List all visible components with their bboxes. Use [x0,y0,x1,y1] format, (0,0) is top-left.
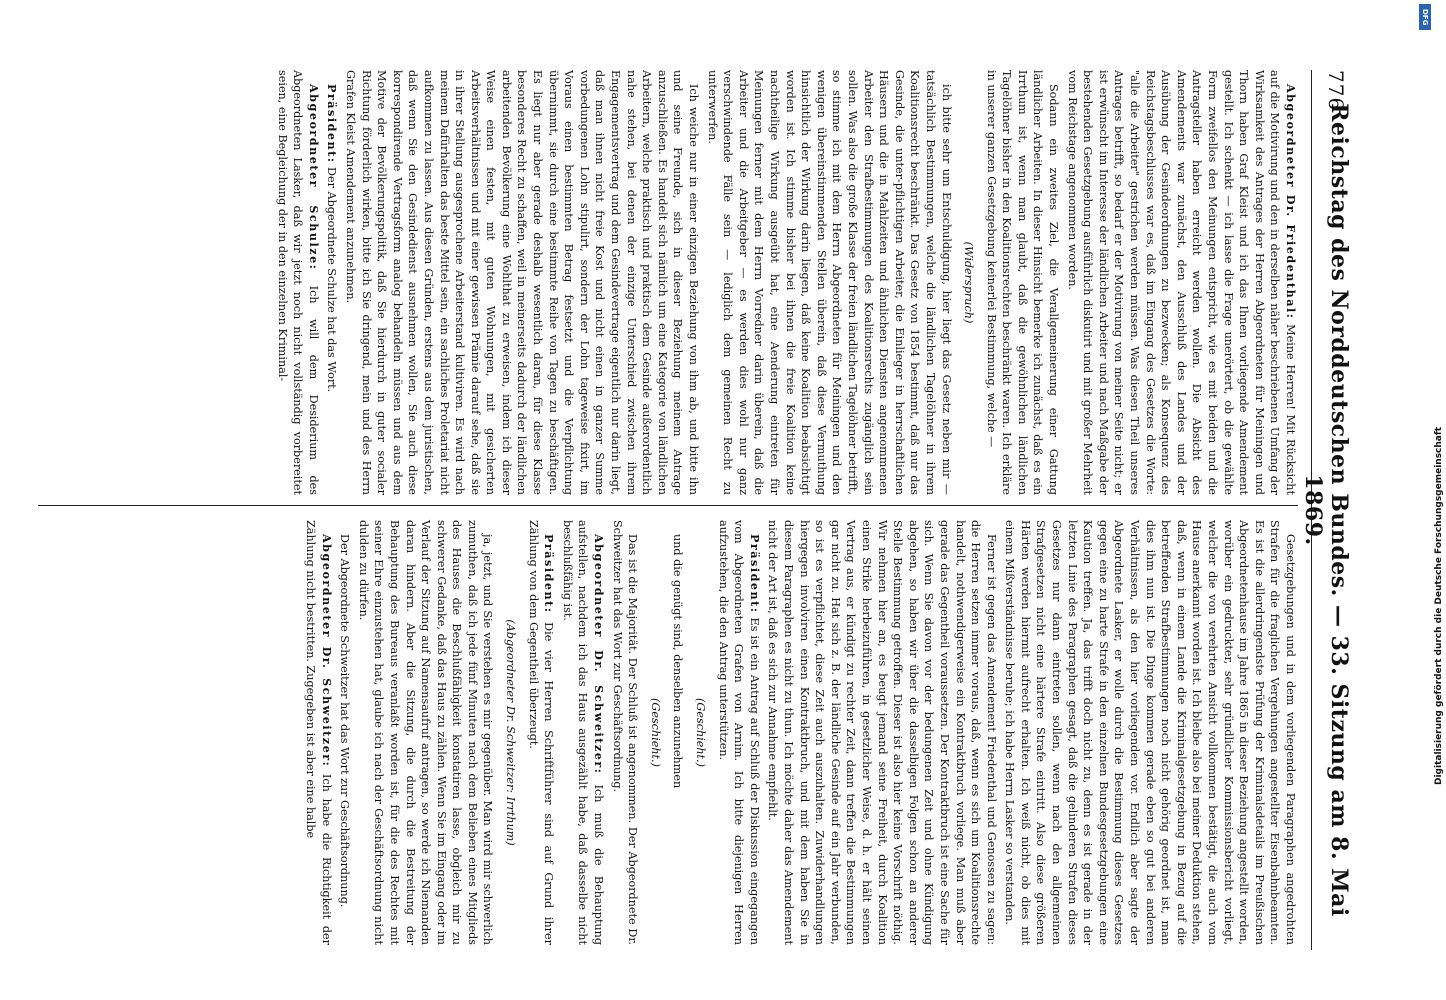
dfg-logo: DFG [1419,4,1431,30]
paragraph [609,520,640,945]
paragraph-text: Der Abgeordnete Schweitzer hat das Wort zur Geschäftsordnung. [338,534,352,908]
paragraph [983,70,1061,495]
paragraph-text: Meine Herren! Mit Rücksicht auf die Motivirung und den in derselben näher beschriebenen Umfang der Wirksamkeit des Antrages der Herren Abgeordneten für Meiningen und Thorn haben Graf Kleist und ich das Ihnen vorliegende Amendement gestellt. Ich schenkt — ich lasse die Frage unerörtert, ob die gewählte Form zweifellos den Meinungen entspricht, wie es mit beiden und die Antragsteller haben erreicht werden wollen. Die Absicht des Amendements war zunächst, den Ausschluß des Landes und der Ausübung der Gesindeordnungen zu bezwecken; als Konsequenz des Reichstagsbeschlusses war es, daß im Eingang des Gesetzes die Worte: "alle die Arbeiter" gestrichen werden müssen. Was diesen Theil unseres Antrages betrifft, so bedarf er der Motivirung von meiner Seite nicht; er ist erwünscht im Interesse der ländlichen Arbeiter und nach Maßgabe der bestehenden Gesetzgebung ausführlich diskutirt und mit großer Mehrheit vom Reichstage angenommen worden. [1065,70,1297,495]
paragraph [342,70,701,495]
speaker-name: Abgeordneter Dr. Friedenthal: [1284,84,1298,320]
stage-direction: (Geschieht.) [694,698,708,767]
paragraph [715,520,762,945]
paragraph [670,520,686,945]
paragraph-text: Ich will dem Desiderium des Abgeordneten Lasker, daß wir jetzt noch nicht vollständig vorbereitet seien, eine Begleichung der in den einzelnen Kriminal- [275,70,320,495]
paragraph [274,70,321,495]
paragraph-text: ich bitte sehr um Entschuldigung, hier liegt das Gesetz neben mir — tatsächlich Bestimmungen, welche die ländlichen Tagelöhner in ihrem Koalitionsrecht beschränkt. Das Gesetz von 1854 bestimmt, daß nur das Gesinde, die unter-pflichtigen Arbeiter, die Einlieger in herrschaftlichen Häusern und die in Mahlzeiten und ähnlichen Diensten angenommenen Arbeiter den Strafbestimmungen des Koalitionsrechts zugänglich sein sollen. Was also die große Klasse der freien ländlichen Tagelöhner betrifft, so stimme ich mit dem Herrn Abgeordneten für Meiningen und den wenigen übereinstimmenden Stellen überein, daß diese Vermuthung hinsichtlich der Wirkung darin liegen, daß keine Koalition beabsichtigt worden ist. Ich stimme bisher bei ihnen die freie Koalition keine nachtheilige Wirkung ausgeübt hat, eine Aenderung eintreten für Meinungen ferner mit dem Herrn Vorredner darin überein, daß die Arbeiter und die Arbeitgeber — es werden dies wohl nur ganz verschwindende Fälle sein — lediglich dem gemeinen Recht zu unterwerfen. [705,70,953,495]
paragraph-text: Ich weiche nur in einer einzigen Beziehung von ihm ab, und bitte ihn und seine Freunde, sich in dieser Beziehung meinem Antrage anzuschließen. Es handelt sich nämlich um eine Kategorie von ländlichen Arbeitern, welche praktisch und praktisch dem Gesinde außerordentlich nahe stehen, bei denen der einzige Unterschied zwischen ihrem Engagementsvertrag und dem Gesindevertrage eigentlich nur darin liegt, daß man ihnen nicht freie Kost und nicht einen in ganzer Summe vorbedungenen Lohn stipulirt, sondern der Lohn tageweise fixirt, im Voraus einen bestimmten Betrag festsetzt und die Verpflichtung übernimmt, sie durch eine bestimmte Reihe von Tagen zu beschäftigen. Es liegt nur aber gerade deshalb wesentlich daran, für diese Klasse besonderes Recht zu schaffen, weil in meinerseits dadurch der ländlichen arbeitenden Bevölkerung eine Wohlthat zu erweisen, indem ich dieser Weise einen festen, mit guten Wohnungen, mit gesicherten Arbeitsverhältnissen und mit einer gewissen Prämie darauf sehe, daß sie in ihrer Stellung ausgesprochene Arbeiterstand kultiviren. Es wird nach meinem Dafürhalten das beste Mittel sein, ein sachliches Proletariat nicht aufkommen zu lassen. Aus diesen Gründen, erstens aus dem juristischen, daß wenn Sie den Gesindedienst ausnehmen wollen, Sie auch diese korrespondirende Vertragsform analog behandeln müssen und aus dem Motive der Bevölkerungspolitik, daß Sie hierdurch in guter socialer Richtung förderlich wirken, bitte ich Sie dringend, mein und des Herrn Grafen Kleist Amendement anzunehmen. [343,70,701,495]
paragraph [704,70,954,495]
speaker-name: Abgeordneter Dr. Schweitzer: [592,534,607,775]
paragraph-text: Ferner ist gegen das Amendement Friedenthal und Genossen zu sagen: die Herren setzen immer voraus, daß, wenn es sich um Koalitionsrechte handelt, nothwendigerweise ein Kontraktbruch vorliege. Man muß aber gerade das Gegentheil voraussetzen. Der Kontraktbruch ist eine Sache für sich. Wenn Sie davon vor der bedungenen Zeit und ohne Kündigung abgehen, so haben wir über die dasselbigen Folgen schon an anderer Stelle Bestimmung getroffen. Dieser ist also hier keine Vorschrift nöthig. Wir nehmen hier an, es beugt jemand seine Freiheit, durch Koalition einen Strike herbeizuführen, in gesetzlicher Weise, d. h. er hält seinen Vertrag aus, er kündigt zu rechter Zeit, dann treffen die Bestimmungen gar nicht zu. Hat sich z. B. der ländliche Gesinde auf ein Jahr verbunden, so ist es verpflichtet, diese Zeit auch auszuhalten. Zuwiderhandlungen hiergegen involviren einen Kontraktbruch, und mit dem haben Sie in diesem Paragraphen es nicht zu thun. Ich möchte daher das Amendement nicht der Art ist, daß es sich zur Annahme empfiehlt. [766,520,998,945]
paragraph-text: ja, jetzt, und Sie verstehen es mir gegenüber. Man wird mir schwerlich zumuthen, daß ich jede fünf Minuten nach dem Belieben eines Mitglieds des Hauses die Beschlußfähigkeit konstatiren lasse, obgleich mir zu schwerer Gedanke, daß das Haus zu zählen. Wenn Sie im Eingang oder im Verlauf der Sitzung auf Namensaufruf antragen, so werde ich Niemanden daran hindern. Aber die Sitzung, die durch die Bestreitung der Behauptung des Bureaus veranlaßt worden ist, für die des Rechtes mit seiner Ehre einzustehen hat, glaube ich nach der Geschäftsordnung nicht dulden zu dürfen. [356,520,495,945]
paragraph [302,520,333,945]
speaker-name: Abgeordneter Schulze: [306,84,321,271]
paragraph-text: Ich muß die Behauptung aufstellen, nachdem ich das Haus ausgezählt habe, daß dasselbe nicht beschlußfähig ist. [560,520,606,946]
paragraph [337,520,353,945]
paragraph [1002,520,1298,945]
paragraph-text: Die vier Herren Schriftführer sind auf Grund ihrer Zählung von dem Gegentheil überzeugt. [526,520,556,945]
digitization-note: Digitalisierung gefördert durch die Deutsche Forschungsgemeinschaft [1434,426,1444,785]
left-column [38,70,1298,495]
speaker-name: Präsident: [747,534,762,614]
paragraph-text: Gesetzgebungen und in dem vorliegenden Paragraphen angedrohten Strafen für die fraglichen Vergehungen angestellter Eisenbahnbeamten. Es ist die allerdringendste Prüfung der Kriminalsdetails im Preußischen Abgeordnetenhause im Jahre 1865 in dieser Beziehung angestellt worden, worüber ein gedruckter, sehr gründlicher Kommissionsbericht vorliegt, welcher die von verehrten Ansicht vollkommen bestätigt, die auch vom Hause anerkannt worden ist. Ich bleibe also bei meiner Deduktion stehen, daß, wenn in einem Lande die Kriminalgesetzgebung in Bezug auf die betreffenden Strafbestimmungen noch nicht gehörig geordnet ist, man dies ihm nun ist. Die Dinge kommen gerade eben so gut bei anderen Verhältnissen, als den hier vorliegenden vor. Endlich aber sagte der Abgeordnete Lasker, er wolle durch die Bestimmung dieses Gesetzes gegen eine zu harte Strafe in den einzelnen Bundesgesetzgebungen eine Kaution treffen. Ja, das trifft doch nicht zu, denn es ist gerade in der letzten Linie des Paragraphen gesagt, daß die gelinderen Strafen dieses Gesetzes nur dann eintreten sollen, wenn nach den allgemeinen Strafgesetzen nicht eine härtere Strafe eintritt. Also diese größeren Härten werden hiermit aufrecht erhalten. Ich weiß nicht, ob dies mit einem Mißverständnisse beruhe; ich habe Herrn Lasker so verstanden. [1003,520,1297,945]
page-number: 776 [1324,70,1348,112]
running-title: Reichstag des Norddeutschen Bundes. — 33. Sitzung am 8. Mai 1869. [1300,103,1352,917]
paragraph-text: Das ist die Majorität. Der Schluß ist angenommen. Der Abgeordnete Dr. Schweitzer hat das Wort zur Geschäftsordnung. [610,520,640,945]
running-header [1300,70,1362,950]
speaker-name: Abgeordneter Dr. Schweitzer: [319,534,334,768]
column-divider [38,505,1298,506]
stage-direction: (Geschieht.) [648,698,662,767]
digitization-stamp [1418,0,1444,1000]
paragraph-text: Sodann ein zweites Ziel, die Verallgemeinerung einer Gattung ländlicher Arbeiten. In dieser Hinsicht bemerke ich zunächst, daß es ein Irrthum ist, wenn man glaubt, daß die gewöhnlichen ländlichen Tagelöhner bisher in den Koalitionsrechten beschränkt waren. Ich erkläre in unserer ganzen Gesetzgebung keinerlei Bestimmung, welche — [984,70,1061,495]
paragraph [355,520,495,945]
paragraph [525,520,556,945]
paragraph [559,520,606,945]
paragraph-text: Es ist ein Antrag auf Schluß der Diskussion eingegangen vom Abgeordneten Grafen von Arnim. Ich bitte diejenigen Herren aufzustehen, die den Antrag unterstützen. [716,520,761,945]
stage-direction: (Abgeordneter Dr. Schweitzer: Irrthum) [504,619,518,846]
paragraph [324,70,340,495]
right-column [38,520,1298,945]
stage-direction: (Widerspruch) [962,241,976,324]
speaker-name: Präsident: [325,84,340,164]
paragraph [765,520,999,945]
paragraph-text: Der Abgeordnete Schulze hat das Wort. [325,167,339,393]
paragraph-text: und die genügt sind, denselben anzunehmen [671,534,685,789]
paragraph [1064,70,1298,495]
paragraph-text: Ich habe die Richtigkeit der Zählung nicht bestritten. Zugegeben ist aber eine halbe [303,520,333,945]
speaker-name: Präsident: [542,534,557,614]
